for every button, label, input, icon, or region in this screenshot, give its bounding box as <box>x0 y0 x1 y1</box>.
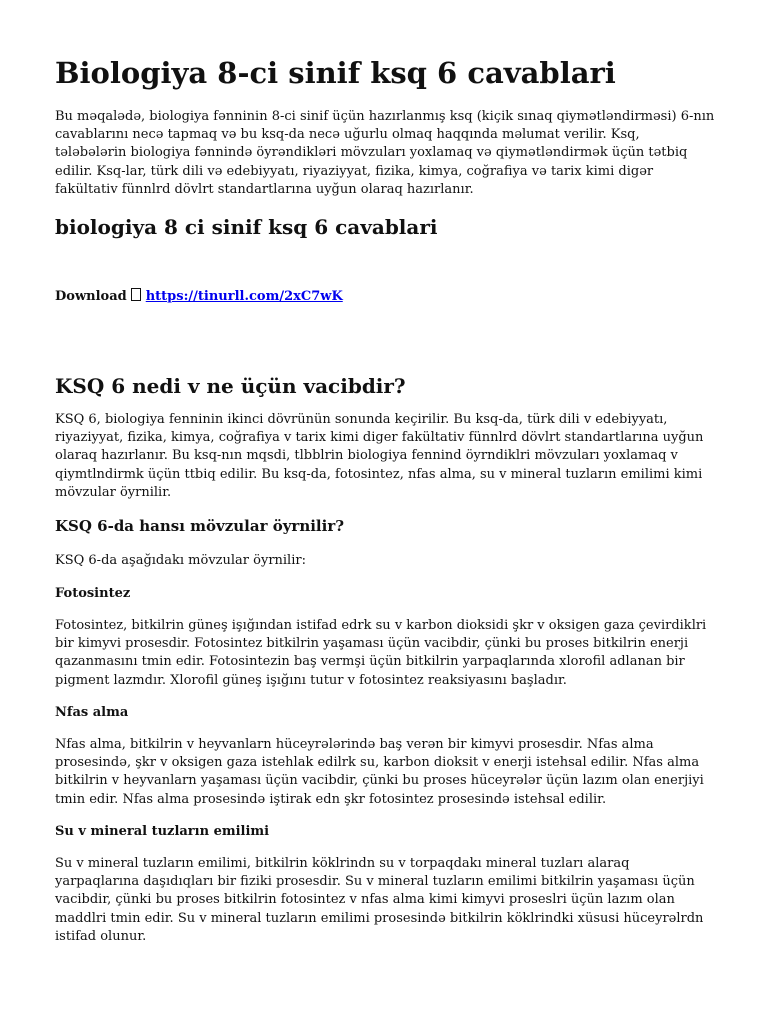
subtitle-heading: biologiya 8 ci sinif ksq 6 cavablari <box>55 215 438 239</box>
section-paragraph-ksq6: KSQ 6, biologiya fenninin ikinci dövrünün sonunda keçirilir. Bu ksq-da, türk dili v edebiyyatı, riyaziyyat, fizika, kimya, coğrafiya v tarix kimi diger fakültativ fünnlrd dövlrt standartlarına uyğun olaraq hazırlanır. Bu ksq-nın mqsdi, tlbblrin biologiya fennind öyrndiklri mövzuları yoxlamaq v qiymtlndirmk üçün ttbiq edilir. Bu ksq-da, fotosintez, nfas alma, su v mineral tuzların emilimi kimi mövzular öyrnilir. <box>55 412 704 500</box>
section-heading-topics: KSQ 6-da hansı mövzular öyrnilir? <box>55 517 345 535</box>
topic-heading-su-mineral: Su v mineral tuzların emilimi <box>55 824 270 839</box>
section-paragraph-topics: KSQ 6-da aşağıdakı mövzular öyrnilir: <box>55 553 306 568</box>
topic-heading-nfas-alma: Nfas alma <box>55 705 129 720</box>
download-link[interactable]: https://tinurll.com/2xC7wK <box>145 289 343 304</box>
download-line <box>55 288 343 306</box>
intro-paragraph: Bu məqalədə, biologiya fənninin 8-ci sinif üçün hazırlanmış ksq (kiçik sınaq qiymətləndirməsi) 6-nın cavablarını necə tapmaq və bu ksq-da necə uğurlu olmaq haqqında məlumat verilir. Ksq, tələbələrin biologiya fənnində öyrəndikləri mövzuları yoxlamaq və qiymətləndirmək üçün tətbiq edilir. Ksq-lar, türk dili və edebiyyatı, riyaziyyat, fizika, kimya, coğrafiya və tarix kimi digər fakültativ fünnlrd dövlrt standartlarına uyğun olaraq hazırlanır. <box>55 109 715 197</box>
topic-heading-fotosintez: Fotosintez <box>55 586 131 601</box>
topic-paragraph-su-mineral: Su v mineral tuzların emilimi, bitkilrin köklrindn su v torpaqdakı mineral tuzları alaraq yarpaqlarına daşıdıqları bir fiziki prosesdir. Su v mineral tuzların emilimi bitkilrin yaşaması üçün vacibdir, çünki bu proses bitkilrin fotosintez v nfas alma kimi kimyvi proseslri üçün lazım olan maddlri tmin edir. Su v mineral tuzların emilimi prosesində bitkilrin köklrindki xüsusi hüceyrəlrdn istifad olunur. <box>55 856 704 944</box>
section-heading-ksq6: KSQ 6 nedi v ne üçün vacibdir? <box>55 374 406 398</box>
page-title: Biologiya 8-ci sinif ksq 6 cavablari <box>55 56 616 90</box>
topic-paragraph-fotosintez: Fotosintez, bitkilrin güneş işığından istifad edrk su v karbon dioksidi şkr v oksigen gaza çevirdiklri bir kimyvi prosesdir. Fotosintez bitkilrin yaşaması üçün vacibdir, çünki bu proses bitkilrin enerji qazanmasını tmin edir. Fotosintezin baş vermşi üçün bitkilrin yarpaqlarında xlorofil adlanan bir pigment lazmdır. Xlorofil güneş işığını tutur v fotosintez reaksiyasını başladır. <box>55 618 707 688</box>
box-icon <box>131 288 141 301</box>
topic-paragraph-nfas-alma: Nfas alma, bitkilrin v heyvanlarn hüceyrələrində baş verən bir kimyvi prosesdir. Nfas alma prosesində, şkr v oksigen gaza istehlak edilrk su, karbon dioksit v enerji istehsal edilir. Nfas alma bitkilrin v heyvanlarn yaşaması üçün vacibdir, çünki bu proses hüceyrələr üçün lazım olan enerjiyi tmin edir. Nfas alma prosesində iştirak edn şkr fotosintez prosesində istehsal edilir. <box>55 737 704 807</box>
download-label: Download <box>55 289 127 304</box>
